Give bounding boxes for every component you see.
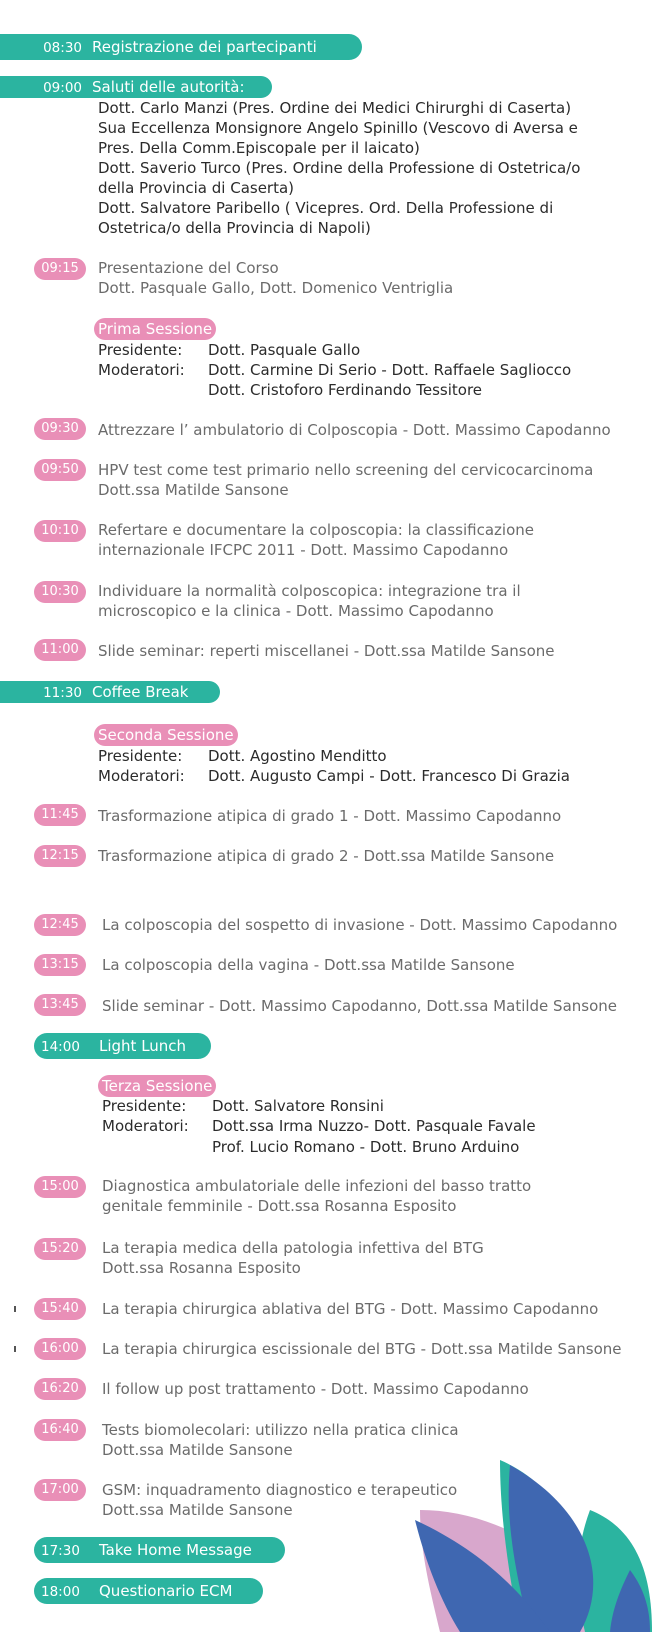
time-badge: 11:45 xyxy=(34,804,86,826)
talk-line: microscopico e la clinica - Dott. Massimo Capodanno xyxy=(98,602,494,620)
lunch-label: Light Lunch xyxy=(99,1037,187,1055)
time-badge: 16:20 xyxy=(34,1378,86,1400)
presentation-line: Presentazione del Corso xyxy=(98,259,279,277)
talk-line: La colposcopia del sospetto di invasione - Dott. Massimo Capodanno xyxy=(102,916,618,934)
talk-line: Diagnostica ambulatoriale delle infezioni del basso tratto xyxy=(102,1177,532,1195)
take-home-pill xyxy=(34,1537,285,1563)
time-badge: 15:40 xyxy=(34,1298,86,1320)
questionnaire-pill xyxy=(34,1578,263,1604)
session-3-president-label: Presidente: xyxy=(102,1097,187,1115)
session-3-moderators-label: Moderatori: xyxy=(102,1117,189,1135)
session-3-moderator: Dott.ssa Irma Nuzzo- Dott. Pasquale Favale xyxy=(212,1117,536,1135)
greetings-line: Pres. Della Comm.Episcopale per il laicato) xyxy=(98,139,420,157)
time-badge: 09:50 xyxy=(34,459,86,481)
talk-line: GSM: inquadramento diagnostico e terapeutico xyxy=(102,1481,458,1499)
greetings-line: Dott. Carlo Manzi (Pres. Ordine dei Medici Chirurghi di Caserta) xyxy=(98,99,572,117)
take-home-label: Take Home Message xyxy=(99,1541,252,1559)
time-badge: 13:15 xyxy=(34,954,86,976)
greetings-line: Dott. Saverio Turco (Pres. Ordine della Professione di Ostetrica/o xyxy=(98,159,581,177)
time-badge: 10:30 xyxy=(34,581,86,603)
greetings-line: della Provincia di Caserta) xyxy=(98,179,295,197)
session-3-president: Dott. Salvatore Ronsini xyxy=(212,1097,384,1115)
session-2-title: Seconda Sessione xyxy=(94,724,238,746)
time-badge: 12:45 xyxy=(34,914,86,936)
talk-line: Individuare la normalità colposcopica: integrazione tra il xyxy=(98,582,521,600)
coffee-time: 11:30 xyxy=(43,685,82,701)
session-1-moderators-label: Moderatori: xyxy=(98,361,185,379)
talk-line: HPV test come test primario nello screening del cervicocarcinoma xyxy=(98,461,594,479)
lunch-time: 14:00 xyxy=(41,1039,80,1055)
edge-mark xyxy=(14,1306,16,1312)
talk-line: Refertare e documentare la colposcopia: la classificazione xyxy=(98,521,534,539)
decorative-leaves xyxy=(400,1450,652,1632)
questionnaire-label: Questionario ECM xyxy=(99,1582,233,1600)
time-badge: 09:15 xyxy=(34,258,86,280)
session-1-president: Dott. Pasquale Gallo xyxy=(208,341,361,359)
edge-mark xyxy=(14,1346,16,1352)
time-badge: 15:00 xyxy=(34,1176,86,1198)
session-3-moderator: Prof. Lucio Romano - Dott. Bruno Arduino xyxy=(212,1138,520,1156)
time-badge: 11:00 xyxy=(34,639,86,661)
session-1-moderator: Dott. Carmine Di Serio - Dott. Raffaele Sagliocco xyxy=(208,361,572,379)
talk-line: La colposcopia della vagina - Dott.ssa Matilde Sansone xyxy=(102,956,515,974)
time-badge: 12:15 xyxy=(34,845,86,867)
talk-line: Dott.ssa Matilde Sansone xyxy=(98,481,289,499)
session-2-president-label: Presidente: xyxy=(98,747,183,765)
talk-line: Dott.ssa Rosanna Esposito xyxy=(102,1259,301,1277)
session-1-president-label: Presidente: xyxy=(98,341,183,359)
greetings-line: Ostetrica/o della Provincia di Napoli) xyxy=(98,219,371,237)
talk-line: internazionale IFCPC 2011 - Dott. Massimo Capodanno xyxy=(98,541,509,559)
lunch-pill xyxy=(34,1033,211,1059)
talk-line: Trasformazione atipica di grado 1 - Dott. Massimo Capodanno xyxy=(98,807,562,825)
talk-line: Il follow up post trattamento - Dott. Massimo Capodanno xyxy=(102,1380,529,1398)
presentation-line: Dott. Pasquale Gallo, Dott. Domenico Ventriglia xyxy=(98,279,454,297)
session-2-moderator: Dott. Augusto Campi - Dott. Francesco Di Grazia xyxy=(208,767,570,785)
talk-line: La terapia medica della patologia infettiva del BTG xyxy=(102,1239,484,1257)
talk-line: La terapia chirurgica escissionale del BTG - Dott.ssa Matilde Sansone xyxy=(102,1340,622,1358)
talk-line: Slide seminar - Dott. Massimo Capodanno, Dott.ssa Matilde Sansone xyxy=(102,997,617,1015)
time-badge: 16:00 xyxy=(34,1338,86,1360)
talk-line: Slide seminar: reperti miscellanei - Dott.ssa Matilde Sansone xyxy=(98,642,555,660)
time-badge: 15:20 xyxy=(34,1238,86,1260)
talk-line: Dott.ssa Matilde Sansone xyxy=(102,1441,293,1459)
questionnaire-time: 18:00 xyxy=(41,1584,80,1600)
talk-line: Attrezzare l’ ambulatorio di Colposcopia - Dott. Massimo Capodanno xyxy=(98,421,611,439)
talk-line: Trasformazione atipica di grado 2 - Dott.ssa Matilde Sansone xyxy=(98,847,555,865)
time-badge: 10:10 xyxy=(34,520,86,542)
greetings-time: 09:00 xyxy=(43,80,82,96)
coffee-bar xyxy=(0,681,220,703)
time-badge: 13:45 xyxy=(34,994,86,1016)
greetings-bar xyxy=(0,76,272,98)
registration-time: 08:30 xyxy=(43,40,82,56)
session-2-moderators-label: Moderatori: xyxy=(98,767,185,785)
talk-line: Tests biomolecolari: utilizzo nella pratica clinica xyxy=(102,1421,459,1439)
talk-line: Dott.ssa Matilde Sansone xyxy=(102,1501,293,1519)
time-badge: 17:00 xyxy=(34,1479,86,1501)
session-2-president: Dott. Agostino Menditto xyxy=(208,747,387,765)
coffee-label: Coffee Break xyxy=(92,683,189,701)
session-3-title: Terza Sessione xyxy=(98,1075,216,1097)
time-badge: 09:30 xyxy=(34,418,86,440)
greetings-line: Dott. Salvatore Paribello ( Vicepres. Ord. Della Professione di xyxy=(98,199,554,217)
registration-bar xyxy=(0,34,362,60)
talk-line: La terapia chirurgica ablativa del BTG - Dott. Massimo Capodanno xyxy=(102,1300,599,1318)
registration-label: Registrazione dei partecipanti xyxy=(92,38,317,56)
session-1-title: Prima Sessione xyxy=(94,318,216,340)
time-badge: 16:40 xyxy=(34,1419,86,1441)
session-1-moderator: Dott. Cristoforo Ferdinando Tessitore xyxy=(208,381,483,399)
talk-line: genitale femminile - Dott.ssa Rosanna Esposito xyxy=(102,1197,457,1215)
greetings-line: Sua Eccellenza Monsignore Angelo Spinillo (Vescovo di Aversa e xyxy=(98,119,578,137)
greetings-label: Saluti delle autorità: xyxy=(92,78,245,96)
take-home-time: 17:30 xyxy=(41,1543,80,1559)
